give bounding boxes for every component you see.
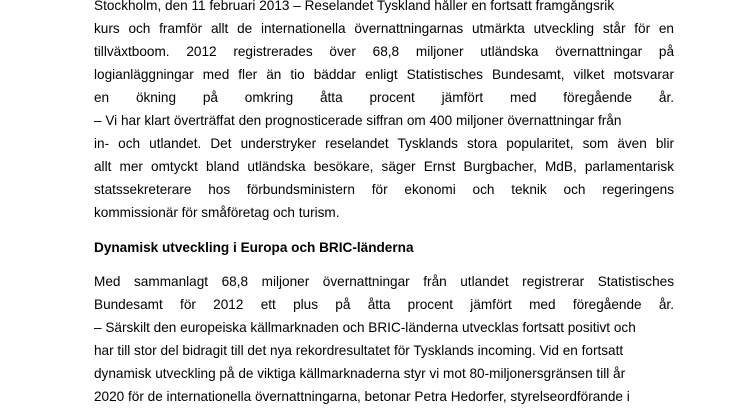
- paragraph-1-line-10: kommissionär för småföretag och turism.: [94, 205, 340, 220]
- paragraph-1-line-3: tillväxtboom. 2012 registrerades över 68,8 miljoner utländska övernattningar på: [94, 44, 674, 59]
- paragraph-1-line-4: logianläggningar med fler än tio bäddar enligt Statistisches Bundesamt, vilket motsvarar: [94, 67, 674, 82]
- paragraph-2-line-5: dynamisk utveckling på de viktiga källmarknaderna styr vi mot 80-miljonersgränsen till år: [94, 366, 626, 381]
- paragraph-1-line-5: en ökning på omkring åtta procent jämfört med föregående år.: [94, 90, 674, 105]
- paragraph-2-line-4: har till stor del bidragit till det nya rekordresultatet för Tysklands incoming. Vid en fortsatt: [94, 343, 624, 358]
- paragraph-1-line-6: – Vi har klart överträffat den prognosticerade siffran om 400 miljoner övernattningar från: [94, 113, 622, 128]
- paragraph-1-line-8: allt mer omtyckt bland utländska besökare, säger Ernst Burgbacher, MdB, parlamentarisk: [94, 159, 674, 174]
- paragraph-2-line-1: Med sammanlagt 68,8 miljoner övernattningar från utlandet registrerar Statistisches: [94, 274, 674, 289]
- paragraph-1-line-1: Stockholm, den 11 februari 2013 – Reselandet Tyskland håller en fortsatt framgångsrik: [94, 0, 615, 13]
- paragraph-1-line-9: statssekreterare hos förbundsministern för ekonomi och teknik och regeringens: [94, 182, 674, 197]
- paragraph-2-line-2: Bundesamt för 2012 ett plus på åtta procent jämfört med föregående år.: [94, 297, 674, 312]
- paragraph-1-line-2: kurs och framför allt de internationella övernattningarnas utmärkta utveckling står för en: [94, 21, 674, 36]
- paragraph-1-line-7: in- och utlandet. Det understryker reselandet Tysklands stora popularitet, som även blir: [94, 136, 674, 151]
- paragraph-2-line-3: – Särskilt den europeiska källmarknaden och BRIC-länderna utvecklas fortsatt positivt och: [94, 320, 636, 335]
- section-heading: Dynamisk utveckling i Europa och BRIC-länderna: [94, 240, 414, 255]
- paragraph-2-line-6: 2020 för de internationella övernattningarna, betonar Petra Hedorfer, styrelseordförande i: [94, 389, 630, 404]
